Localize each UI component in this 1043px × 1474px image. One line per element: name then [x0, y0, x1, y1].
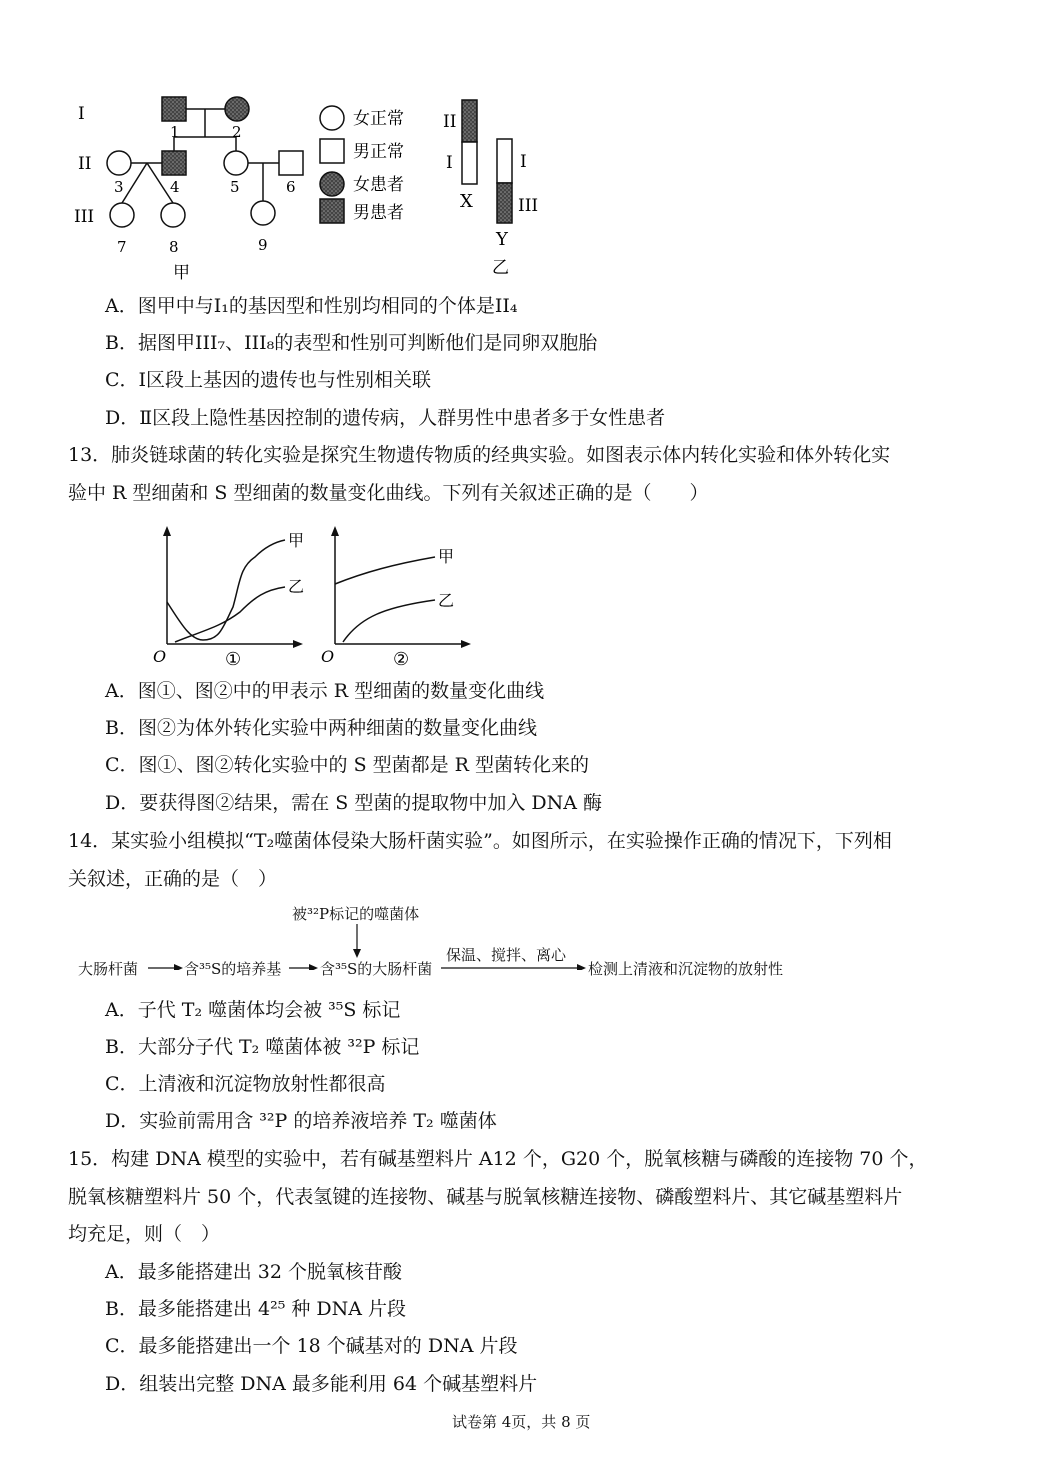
svg-text:X: X — [460, 191, 473, 212]
x-segment-ii — [462, 100, 477, 142]
q13-option-d[interactable]: D．要获得图②结果，需在 S 型菌的提取物中加入 DNA 酶 — [105, 792, 602, 814]
svg-text:I: I — [520, 152, 527, 172]
y-segment-iii — [497, 183, 512, 223]
svg-text:4: 4 — [170, 178, 180, 196]
q15-stem-line3: 均充足，则（ ） — [68, 1223, 221, 1245]
q15-stem-line2: 脱氧核糖塑料片 50 个，代表氢键的连接物、碱基与脱氧核糖连接物、磷酸塑料片、其它碱基塑料片 — [68, 1186, 903, 1208]
individual-3-female-normal — [107, 151, 131, 175]
svg-text:III: III — [518, 196, 539, 216]
flow-step-detect: 检测上清液和沉淀物的放射性 — [588, 960, 784, 978]
svg-text:①: ① — [225, 649, 242, 670]
y-segment-i — [497, 139, 512, 183]
legend-female-affected-icon — [320, 172, 344, 196]
svg-text:女患者: 女患者 — [353, 175, 404, 195]
individual-7-female-normal — [110, 203, 134, 227]
generation-label: II — [78, 154, 92, 174]
flow-step-medium: 含³⁵S的培养基 — [184, 960, 282, 978]
q14-stem-line2: 关叙述，正确的是（ ） — [68, 868, 278, 890]
flow-arrow-label: 保温、搅拌、离心 — [446, 946, 567, 964]
svg-text:7: 7 — [117, 238, 127, 256]
svg-text:8: 8 — [169, 238, 179, 256]
pedigree-legend — [315, 102, 425, 232]
q14-option-a[interactable]: A．子代 T₂ 噬菌体均会被 ³⁵S 标记 — [105, 999, 401, 1021]
graph1-curve-jia — [167, 540, 285, 640]
svg-text:O: O — [153, 647, 167, 666]
graph2-curve-jia — [335, 557, 435, 584]
svg-text:②: ② — [393, 649, 410, 670]
legend-male-affected-icon — [320, 199, 344, 223]
q12-option-c[interactable]: C．Ⅰ区段上基因的遗传也与性别相关联 — [105, 369, 432, 391]
q15-stem-line1: 15．构建 DNA 模型的实验中，若有碱基塑料片 A12 个，G20 个，脱氧核糖与磷酸的连接物 70 个， — [68, 1148, 928, 1170]
q14-option-d[interactable]: D．实验前需用含 ³²P 的培养液培养 T₂ 噬菌体 — [105, 1110, 497, 1132]
q13-stem-line1: 13．肺炎链球菌的转化实验是探究生物遗传物质的经典实验。如图表示体内转化实验和体外转化实 — [68, 444, 891, 466]
q15-option-a[interactable]: A．最多能搭建出 32 个脱氧核苷酸 — [105, 1261, 402, 1283]
q15-option-c[interactable]: C．最多能搭建出一个 18 个碱基对的 DNA 片段 — [105, 1335, 518, 1357]
flow-top-label: 被³²P标记的噬菌体 — [292, 905, 420, 923]
svg-text:1: 1 — [170, 123, 180, 141]
q15-option-d[interactable]: D．组装出完整 DNA 最多能利用 64 个碱基塑料片 — [105, 1373, 538, 1395]
svg-text:男患者: 男患者 — [353, 203, 404, 223]
q13-option-c[interactable]: C．图①、图②转化实验中的 S 型菌都是 R 型菌转化来的 — [105, 754, 590, 776]
pedigree-figure — [60, 85, 350, 290]
q14-stem-line1: 14．某实验小组模拟“T₂噬菌体侵染大肠杆菌实验”。如图所示，在实验操作正确的情况下，下列相 — [68, 830, 892, 852]
flow-step-ecoli: 大肠杆菌 — [78, 960, 139, 978]
svg-text:9: 9 — [258, 236, 268, 254]
svg-text:乙: 乙 — [492, 258, 509, 278]
svg-text:甲: 甲 — [288, 531, 305, 550]
legend-male-normal-icon — [320, 139, 344, 163]
q14-option-c[interactable]: C．上清液和沉淀物放射性都很高 — [105, 1073, 386, 1095]
individual-5-female-normal — [224, 151, 248, 175]
page-footer: 试卷第 4页，共 8 页 — [452, 1413, 591, 1431]
q12-option-d[interactable]: D．Ⅱ区段上隐性基因控制的遗传病，人群男性中患者多于女性患者 — [105, 407, 666, 429]
individual-6-male-normal — [279, 151, 303, 175]
individual-9-female-normal — [251, 201, 275, 225]
q12-option-b[interactable]: B．据图甲III₇、III₈的表型和性别可判断他们是同卵双胞胎 — [105, 332, 598, 354]
q13-option-b[interactable]: B．图②为体外转化实验中两种细菌的数量变化曲线 — [105, 717, 537, 739]
individual-8-female-normal — [161, 203, 185, 227]
x-segment-i — [462, 142, 477, 184]
svg-text:II: II — [443, 112, 457, 132]
individual-4-male-affected — [162, 151, 186, 175]
q12-option-a[interactable]: A．图甲中与I₁的基因型和性别均相同的个体是II₄ — [105, 295, 518, 317]
individual-1-male-affected — [162, 97, 186, 121]
svg-text:Y: Y — [496, 229, 508, 250]
q15-option-b[interactable]: B．最多能搭建出 4²⁵ 种 DNA 片段 — [105, 1298, 407, 1320]
pedigree-caption: 甲 — [173, 263, 190, 283]
svg-text:O: O — [321, 647, 335, 666]
svg-text:2: 2 — [232, 123, 242, 141]
svg-text:5: 5 — [230, 178, 240, 196]
generation-label: I — [78, 104, 85, 124]
individual-2-female-affected — [225, 97, 249, 121]
svg-text:女正常: 女正常 — [353, 109, 404, 129]
flow-step-labeled-ecoli: 含³⁵S的大肠杆菌 — [320, 960, 433, 978]
q14-option-b[interactable]: B．大部分子代 T₂ 噬菌体被 ³²P 标记 — [105, 1036, 420, 1058]
svg-text:I: I — [446, 153, 453, 173]
chromosome-figure — [440, 95, 550, 280]
svg-text:男正常: 男正常 — [353, 142, 404, 162]
svg-text:3: 3 — [114, 178, 124, 196]
q13-option-a[interactable]: A．图①、图②中的甲表示 R 型细菌的数量变化曲线 — [105, 680, 545, 702]
legend-female-normal-icon — [320, 106, 344, 130]
graph2-curve-yi — [343, 600, 435, 642]
q13-stem-line2: 验中 R 型细菌和 S 型细菌的数量变化曲线。下列有关叙述正确的是（ ） — [68, 482, 709, 504]
svg-text:乙: 乙 — [288, 577, 305, 596]
svg-text:乙: 乙 — [438, 591, 455, 610]
generation-label: III — [74, 207, 95, 227]
svg-text:6: 6 — [286, 178, 296, 196]
q13-graphs — [145, 522, 485, 674]
svg-text:甲: 甲 — [438, 547, 455, 566]
